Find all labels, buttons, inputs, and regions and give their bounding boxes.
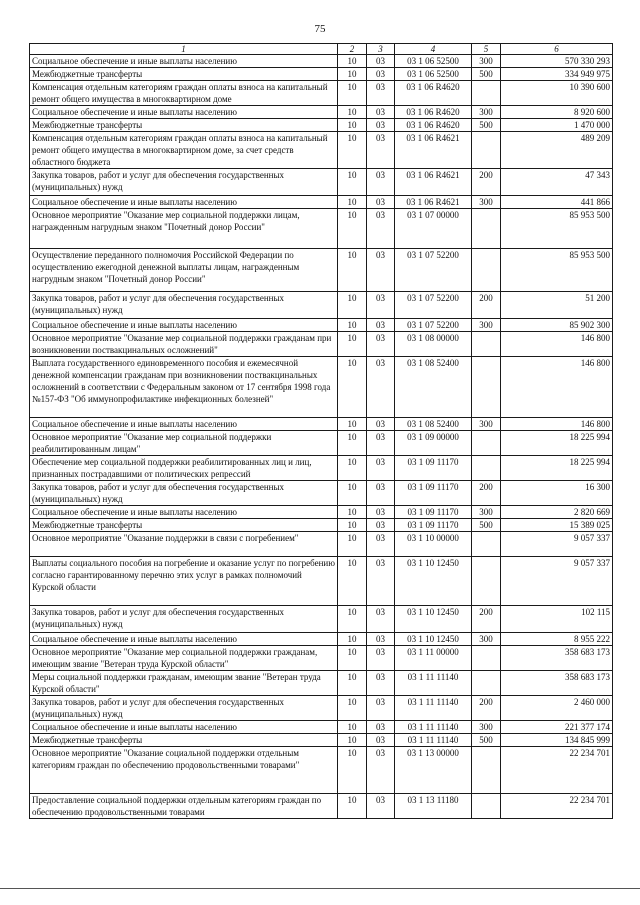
column-header: 1: [30, 44, 338, 55]
cell-subsection: 03: [367, 418, 395, 431]
cell-name: Межбюджетные трансферты: [30, 519, 338, 532]
cell-section: 10: [338, 721, 367, 734]
cell-name: Предоставление социальной поддержки отдельным категориям граждан по обеспечению продовольственными товарами: [30, 794, 338, 819]
table-row: [30, 671, 613, 696]
table-row: [30, 81, 613, 106]
table-row: [30, 68, 613, 81]
table-row: [30, 721, 613, 734]
cell-section: 10: [338, 418, 367, 431]
cell-subsection: 03: [367, 456, 395, 481]
cell-name: Закупка товаров, работ и услуг для обеспечения государственных (муниципальных) нужд: [30, 696, 338, 721]
cell-name: Закупка товаров, работ и услуг для обеспечения государственных (муниципальных) нужд: [30, 481, 338, 506]
cell-expense-type: [472, 671, 501, 696]
cell-name: Меры социальной поддержки гражданам, имеющим звание "Ветеран труда Курской области": [30, 671, 338, 696]
cell-expense-type: [472, 249, 501, 292]
cell-subsection: 03: [367, 209, 395, 249]
cell-subsection: 03: [367, 106, 395, 119]
cell-expense-type: 200: [472, 696, 501, 721]
budget-table: [29, 43, 613, 819]
table-row: [30, 132, 613, 169]
cell-section: 10: [338, 106, 367, 119]
column-header: 4: [395, 44, 472, 55]
table-row: [30, 734, 613, 747]
cell-name: Основное мероприятие "Оказание мер социальной поддержки реабилитированным лицам": [30, 431, 338, 456]
table-row: [30, 532, 613, 557]
cell-expense-type: 300: [472, 319, 501, 332]
cell-expense-type: [472, 431, 501, 456]
cell-amount: 146 800: [501, 357, 613, 418]
cell-target-code: 03 1 06 R4621: [395, 169, 472, 196]
cell-amount: 489 209: [501, 132, 613, 169]
cell-section: 10: [338, 209, 367, 249]
cell-subsection: 03: [367, 249, 395, 292]
cell-expense-type: 300: [472, 506, 501, 519]
cell-name: Социальное обеспечение и иные выплаты населению: [30, 418, 338, 431]
cell-expense-type: 200: [472, 169, 501, 196]
table-row: [30, 119, 613, 132]
cell-section: 10: [338, 532, 367, 557]
cell-amount: 2 460 000: [501, 696, 613, 721]
cell-subsection: 03: [367, 519, 395, 532]
table-row: [30, 196, 613, 209]
cell-section: 10: [338, 696, 367, 721]
cell-name: Обеспечение мер социальной поддержки реабилитированных лиц и лиц, признанных пострадавшими от политических репрессий: [30, 456, 338, 481]
cell-target-code: 03 1 07 52200: [395, 249, 472, 292]
cell-subsection: 03: [367, 481, 395, 506]
cell-subsection: 03: [367, 646, 395, 671]
table-row: [30, 418, 613, 431]
cell-subsection: 03: [367, 319, 395, 332]
cell-subsection: 03: [367, 532, 395, 557]
cell-amount: 16 300: [501, 481, 613, 506]
cell-section: 10: [338, 794, 367, 819]
cell-target-code: 03 1 13 11180: [395, 794, 472, 819]
cell-target-code: 03 1 10 12450: [395, 606, 472, 633]
cell-name: Основное мероприятие "Оказание поддержки в связи с погребением": [30, 532, 338, 557]
table-row: [30, 606, 613, 633]
cell-section: 10: [338, 747, 367, 794]
cell-subsection: 03: [367, 557, 395, 606]
cell-amount: 358 683 173: [501, 646, 613, 671]
cell-section: 10: [338, 431, 367, 456]
cell-expense-type: [472, 646, 501, 671]
cell-subsection: 03: [367, 734, 395, 747]
cell-expense-type: 300: [472, 721, 501, 734]
cell-section: 10: [338, 357, 367, 418]
cell-expense-type: [472, 132, 501, 169]
cell-amount: 8 955 222: [501, 633, 613, 646]
cell-expense-type: [472, 532, 501, 557]
cell-target-code: 03 1 10 12450: [395, 557, 472, 606]
cell-amount: 9 057 337: [501, 557, 613, 606]
cell-subsection: 03: [367, 721, 395, 734]
cell-amount: 221 377 174: [501, 721, 613, 734]
cell-amount: 18 225 994: [501, 456, 613, 481]
cell-expense-type: [472, 557, 501, 606]
cell-amount: 85 953 500: [501, 249, 613, 292]
cell-name: Закупка товаров, работ и услуг для обеспечения государственных (муниципальных) нужд: [30, 169, 338, 196]
table-row: [30, 633, 613, 646]
table-row: [30, 747, 613, 794]
cell-section: 10: [338, 81, 367, 106]
cell-name: Межбюджетные трансферты: [30, 734, 338, 747]
cell-name: Основное мероприятие "Оказание мер социальной поддержки гражданам, имеющим звание "Ветеран труда Курской области": [30, 646, 338, 671]
cell-expense-type: 500: [472, 519, 501, 532]
cell-target-code: 03 1 06 52500: [395, 68, 472, 81]
cell-expense-type: [472, 332, 501, 357]
cell-amount: 9 057 337: [501, 532, 613, 557]
table-row: [30, 456, 613, 481]
cell-amount: 1 470 000: [501, 119, 613, 132]
cell-subsection: 03: [367, 671, 395, 696]
cell-expense-type: 200: [472, 481, 501, 506]
cell-target-code: 03 1 11 00000: [395, 646, 472, 671]
cell-name: Закупка товаров, работ и услуг для обеспечения государственных (муниципальных) нужд: [30, 292, 338, 319]
cell-subsection: 03: [367, 696, 395, 721]
cell-section: 10: [338, 734, 367, 747]
cell-name: Социальное обеспечение и иные выплаты населению: [30, 106, 338, 119]
cell-subsection: 03: [367, 633, 395, 646]
cell-subsection: 03: [367, 794, 395, 819]
table-row: [30, 209, 613, 249]
cell-subsection: 03: [367, 55, 395, 68]
cell-name: Социальное обеспечение и иные выплаты населению: [30, 633, 338, 646]
cell-expense-type: 300: [472, 196, 501, 209]
cell-target-code: 03 1 08 52400: [395, 357, 472, 418]
cell-subsection: 03: [367, 357, 395, 418]
cell-subsection: 03: [367, 81, 395, 106]
column-header: 2: [338, 44, 367, 55]
cell-subsection: 03: [367, 132, 395, 169]
cell-expense-type: [472, 747, 501, 794]
table-row: [30, 169, 613, 196]
cell-target-code: 03 1 06 R4621: [395, 132, 472, 169]
cell-expense-type: 500: [472, 68, 501, 81]
cell-amount: 8 920 600: [501, 106, 613, 119]
cell-section: 10: [338, 646, 367, 671]
column-header: 5: [472, 44, 501, 55]
cell-amount: 22 234 701: [501, 794, 613, 819]
cell-section: 10: [338, 456, 367, 481]
cell-amount: 22 234 701: [501, 747, 613, 794]
table-row: [30, 794, 613, 819]
cell-amount: 15 389 025: [501, 519, 613, 532]
table-row: [30, 357, 613, 418]
table-row: [30, 55, 613, 68]
cell-target-code: 03 1 13 00000: [395, 747, 472, 794]
table-row: [30, 696, 613, 721]
cell-target-code: 03 1 10 12450: [395, 633, 472, 646]
cell-section: 10: [338, 332, 367, 357]
cell-name: Основное мероприятие "Оказание мер социальной поддержки гражданам при возникновении поствакцинальных осложнений": [30, 332, 338, 357]
cell-target-code: 03 1 06 R4621: [395, 196, 472, 209]
cell-section: 10: [338, 506, 367, 519]
cell-subsection: 03: [367, 747, 395, 794]
table-row: [30, 506, 613, 519]
table-row: [30, 106, 613, 119]
cell-amount: 334 949 975: [501, 68, 613, 81]
cell-target-code: 03 1 07 00000: [395, 209, 472, 249]
cell-amount: 146 800: [501, 332, 613, 357]
cell-name: Межбюджетные трансферты: [30, 68, 338, 81]
cell-section: 10: [338, 249, 367, 292]
page-bottom-rule: [0, 888, 640, 889]
cell-expense-type: [472, 794, 501, 819]
cell-target-code: 03 1 09 11170: [395, 481, 472, 506]
cell-target-code: 03 1 06 52500: [395, 55, 472, 68]
cell-expense-type: 500: [472, 734, 501, 747]
cell-expense-type: 500: [472, 119, 501, 132]
cell-target-code: 03 1 09 11170: [395, 519, 472, 532]
cell-target-code: 03 1 08 52400: [395, 418, 472, 431]
cell-section: 10: [338, 606, 367, 633]
cell-name: Социальное обеспечение и иные выплаты населению: [30, 319, 338, 332]
cell-name: Социальное обеспечение и иные выплаты населению: [30, 506, 338, 519]
table-row: [30, 249, 613, 292]
cell-name: Основное мероприятие "Оказание социальной поддержки отдельным категориям граждан по обеспечению продовольственными товарами": [30, 747, 338, 794]
cell-subsection: 03: [367, 606, 395, 633]
cell-name: Выплаты социального пособия на погребение и оказание услуг по погребению согласно гарантированному перечню этих услуг в рамках полномочий Курской области: [30, 557, 338, 606]
cell-amount: 441 866: [501, 196, 613, 209]
cell-subsection: 03: [367, 292, 395, 319]
cell-target-code: 03 1 11 11140: [395, 696, 472, 721]
cell-subsection: 03: [367, 506, 395, 519]
cell-name: Компенсация отдельным категориям граждан оплаты взноса на капитальный ремонт общего имущества в многоквартирном доме: [30, 81, 338, 106]
cell-target-code: 03 1 07 52200: [395, 319, 472, 332]
cell-expense-type: 300: [472, 55, 501, 68]
cell-name: Социальное обеспечение и иные выплаты населению: [30, 196, 338, 209]
cell-subsection: 03: [367, 119, 395, 132]
cell-amount: 18 225 994: [501, 431, 613, 456]
cell-amount: 10 390 600: [501, 81, 613, 106]
cell-name: Осуществление переданного полномочия Российской Федерации по осуществлению ежегодной денежной выплаты лицам, награжденным нагрудным знаком "Почетный донор России": [30, 249, 338, 292]
cell-expense-type: [472, 456, 501, 481]
cell-expense-type: 200: [472, 292, 501, 319]
cell-expense-type: 300: [472, 633, 501, 646]
cell-section: 10: [338, 519, 367, 532]
cell-amount: 146 800: [501, 418, 613, 431]
table-header-row: [30, 44, 613, 55]
cell-name: Компенсация отдельным категориям граждан оплаты взноса на капитальный ремонт общего имущества в многоквартирном доме, за счет средств областного бюджета: [30, 132, 338, 169]
cell-target-code: 03 1 06 R4620: [395, 81, 472, 106]
cell-target-code: 03 1 11 11140: [395, 671, 472, 696]
table-row: [30, 646, 613, 671]
cell-name: Закупка товаров, работ и услуг для обеспечения государственных (муниципальных) нужд: [30, 606, 338, 633]
cell-amount: 2 820 669: [501, 506, 613, 519]
cell-section: 10: [338, 169, 367, 196]
page-number: 75: [314, 23, 326, 35]
cell-name: Социальное обеспечение и иные выплаты населению: [30, 55, 338, 68]
cell-subsection: 03: [367, 196, 395, 209]
cell-target-code: 03 1 08 00000: [395, 332, 472, 357]
cell-name: Основное мероприятие "Оказание мер социальной поддержки лицам, награжденным нагрудным знаком "Почетный донор России": [30, 209, 338, 249]
cell-section: 10: [338, 557, 367, 606]
cell-expense-type: [472, 209, 501, 249]
column-header: 3: [367, 44, 395, 55]
table-row: [30, 292, 613, 319]
cell-target-code: 03 1 06 R4620: [395, 119, 472, 132]
cell-expense-type: [472, 81, 501, 106]
cell-expense-type: 300: [472, 418, 501, 431]
table-row: [30, 481, 613, 506]
cell-section: 10: [338, 671, 367, 696]
cell-name: Социальное обеспечение и иные выплаты населению: [30, 721, 338, 734]
cell-section: 10: [338, 319, 367, 332]
cell-name: Межбюджетные трансферты: [30, 119, 338, 132]
cell-amount: 134 845 999: [501, 734, 613, 747]
table-row: [30, 519, 613, 532]
cell-subsection: 03: [367, 332, 395, 357]
cell-subsection: 03: [367, 169, 395, 196]
cell-target-code: 03 1 07 52200: [395, 292, 472, 319]
table-row: [30, 557, 613, 606]
cell-expense-type: 200: [472, 606, 501, 633]
cell-target-code: 03 1 06 R4620: [395, 106, 472, 119]
cell-target-code: 03 1 09 11170: [395, 506, 472, 519]
cell-section: 10: [338, 68, 367, 81]
column-header: 6: [501, 44, 613, 55]
cell-section: 10: [338, 196, 367, 209]
cell-subsection: 03: [367, 431, 395, 456]
table-row: [30, 431, 613, 456]
cell-name: Выплата государственного единовременного пособия и ежемесячной денежной компенсации гражданам при возникновении поствакцинальных осложнений в соответствии с Федеральным законом от 17 сентября 1998 года №157-ФЗ "Об иммунопрофилактике инфекционных болезней": [30, 357, 338, 418]
cell-target-code: 03 1 10 00000: [395, 532, 472, 557]
cell-section: 10: [338, 633, 367, 646]
cell-amount: 570 330 293: [501, 55, 613, 68]
cell-section: 10: [338, 119, 367, 132]
cell-amount: 102 115: [501, 606, 613, 633]
cell-section: 10: [338, 132, 367, 169]
cell-amount: 85 902 300: [501, 319, 613, 332]
cell-section: 10: [338, 55, 367, 68]
cell-target-code: 03 1 11 11140: [395, 734, 472, 747]
cell-target-code: 03 1 09 11170: [395, 456, 472, 481]
table-body: [30, 55, 613, 819]
cell-target-code: 03 1 09 00000: [395, 431, 472, 456]
cell-amount: 85 953 500: [501, 209, 613, 249]
table-row: [30, 319, 613, 332]
cell-section: 10: [338, 481, 367, 506]
cell-section: 10: [338, 292, 367, 319]
cell-amount: 358 683 173: [501, 671, 613, 696]
table-row: [30, 332, 613, 357]
cell-subsection: 03: [367, 68, 395, 81]
cell-expense-type: [472, 357, 501, 418]
cell-target-code: 03 1 11 11140: [395, 721, 472, 734]
cell-expense-type: 300: [472, 106, 501, 119]
cell-amount: 47 343: [501, 169, 613, 196]
cell-amount: 51 200: [501, 292, 613, 319]
